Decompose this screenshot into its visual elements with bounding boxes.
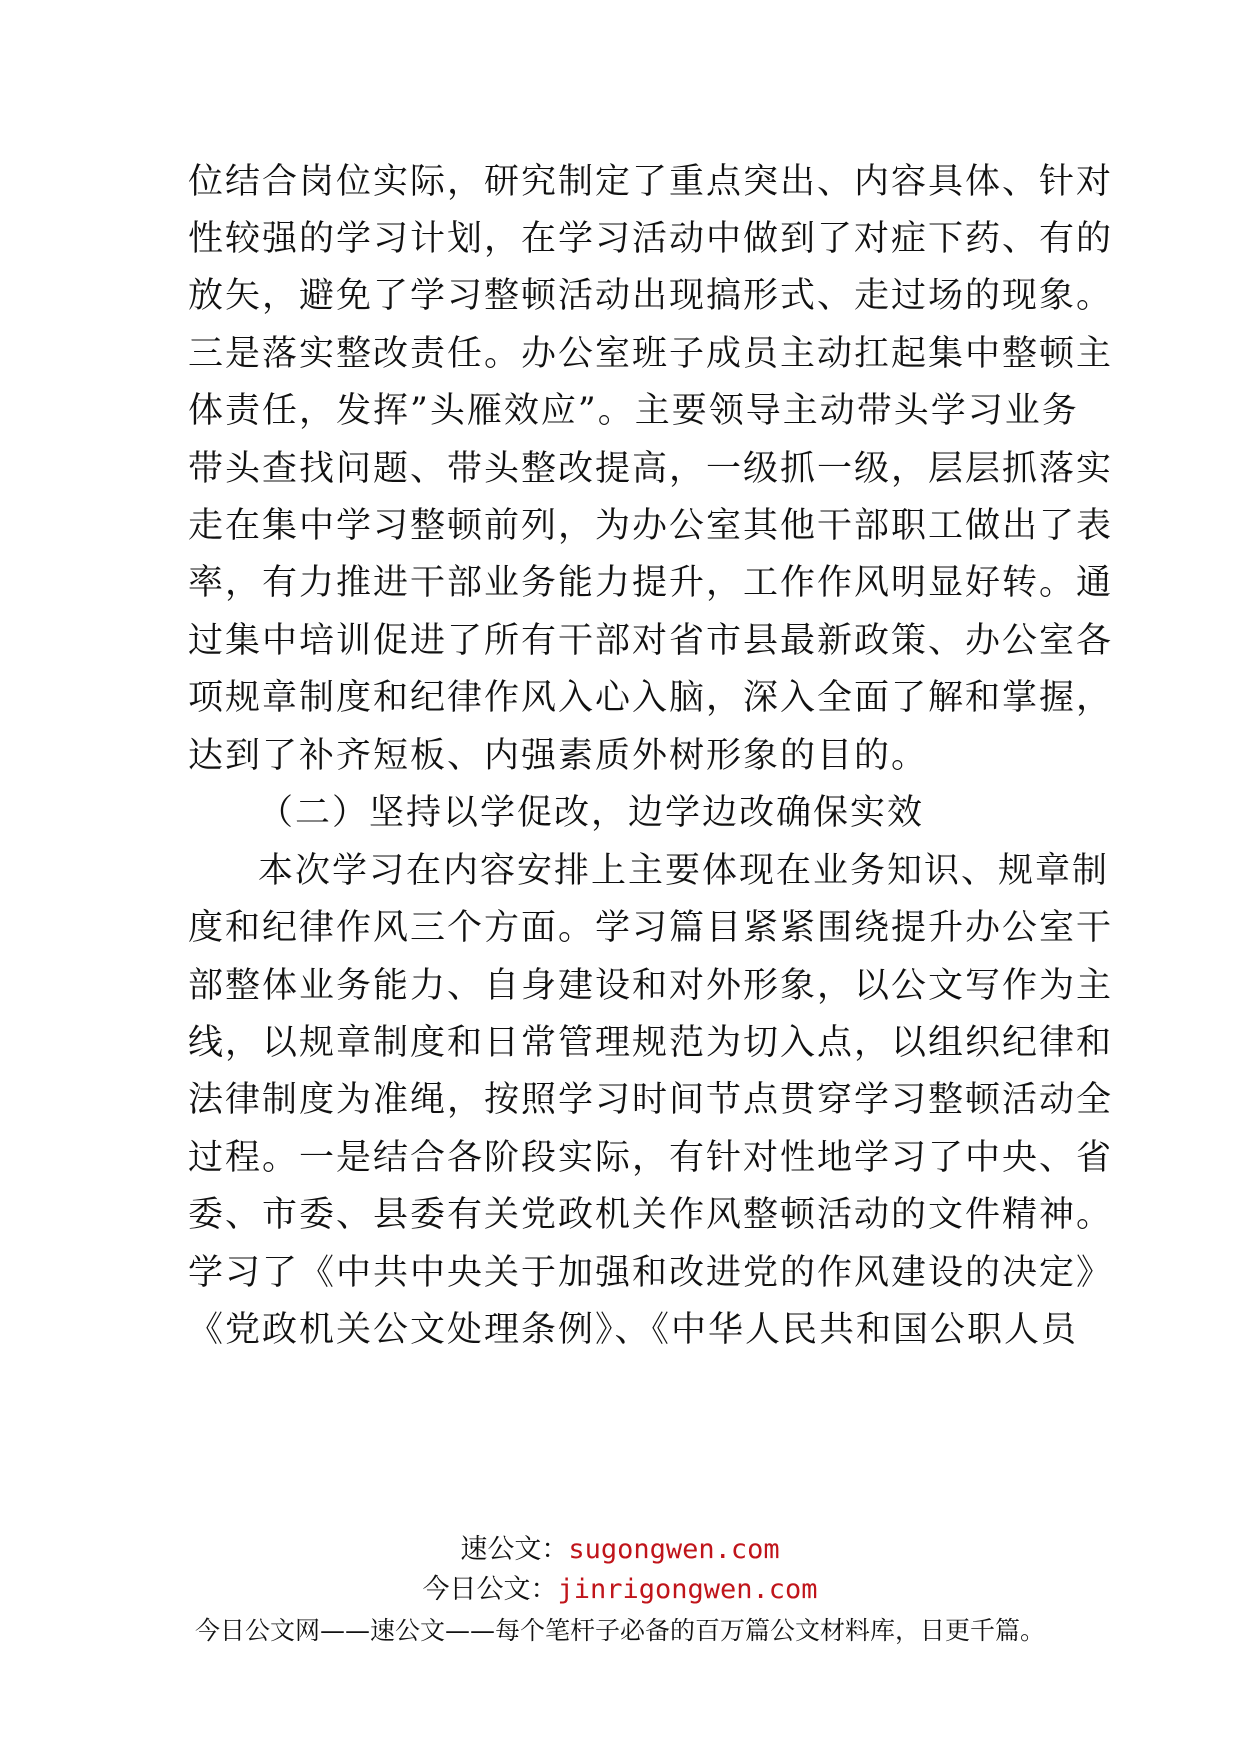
body-line-4: 三是落实整改责任。办公室班子成员主动扛起集中整顿主 (188, 334, 1114, 374)
body-line-16: 线，以规章制度和日常管理规范为切入点，以组织纪律和 (188, 1023, 1114, 1063)
body-line-17: 法律制度为准绳，按照学习时间节点贯穿学习整顿活动全 (188, 1080, 1114, 1120)
body-line-10: 项规章制度和纪律作风入心入脑，深入全面了解和掌握， (188, 678, 1114, 718)
body-line-8: 率，有力推进干部业务能力提升，工作作风明显好转。通 (188, 563, 1114, 603)
section-heading: （二）坚持以学促改，边学边改确保实效 (258, 793, 925, 833)
footer-line-jinrigongwen (0, 1574, 1240, 1606)
body-line-15: 部整体业务能力、自身建设和对外形象，以公文写作为主 (188, 966, 1114, 1006)
footer-link-jinrigongwen[interactable]: jinrigongwen.com (557, 1574, 818, 1605)
body-line-11: 达到了补齐短板、内强素质外树形象的目的。 (188, 736, 929, 776)
body-line-13: 本次学习在内容安排上主要体现在业务知识、规章制 (258, 851, 1110, 891)
body-line-6: 带头查找问题、带头整改提高，一级抓一级，层层抓落实 (188, 449, 1114, 489)
body-line-18: 过程。一是结合各阶段实际，有针对性地学习了中央、省 (188, 1138, 1114, 1178)
body-line-3: 放矢，避免了学习整顿活动出现搞形式、走过场的现象。 (188, 276, 1114, 316)
footer-link-sugongwen[interactable]: sugongwen.com (568, 1534, 780, 1565)
footer-slogan: 今日公文网——速公文——每个笔杆子必备的百万篇公文材料库，日更千篇。 (194, 1616, 1045, 1645)
body-line-21: 《党政机关公文处理条例》、《中华人民共和国公职人员 (188, 1310, 1079, 1350)
footer-label-jinrigongwen: 今日公文： (422, 1574, 558, 1605)
body-line-19: 委、市委、县委有关党政机关作风整顿活动的文件精神。 (188, 1195, 1114, 1235)
body-line-7: 走在集中学习整顿前列，为办公室其他干部职工做出了表 (188, 506, 1114, 546)
body-line-20: 学习了《中共中央关于加强和改进党的作风建设的决定》 (188, 1253, 1114, 1293)
body-line-5: 体责任，发挥”头雁效应”。主要领导主动带头学习业务 (188, 391, 1079, 431)
body-line-9: 过集中培训促进了所有干部对省市县最新政策、办公室各 (188, 621, 1114, 661)
body-line-1: 位结合岗位实际，研究制定了重点突出、内容具体、针对 (188, 162, 1114, 202)
footer-label-sugongwen: 速公文： (460, 1534, 569, 1565)
footer-line-sugongwen (0, 1534, 1240, 1566)
body-line-14: 度和纪律作风三个方面。学习篇目紧紧围绕提升办公室干 (188, 908, 1114, 948)
body-line-2: 性较强的学习计划，在学习活动中做到了对症下药、有的 (188, 219, 1114, 259)
